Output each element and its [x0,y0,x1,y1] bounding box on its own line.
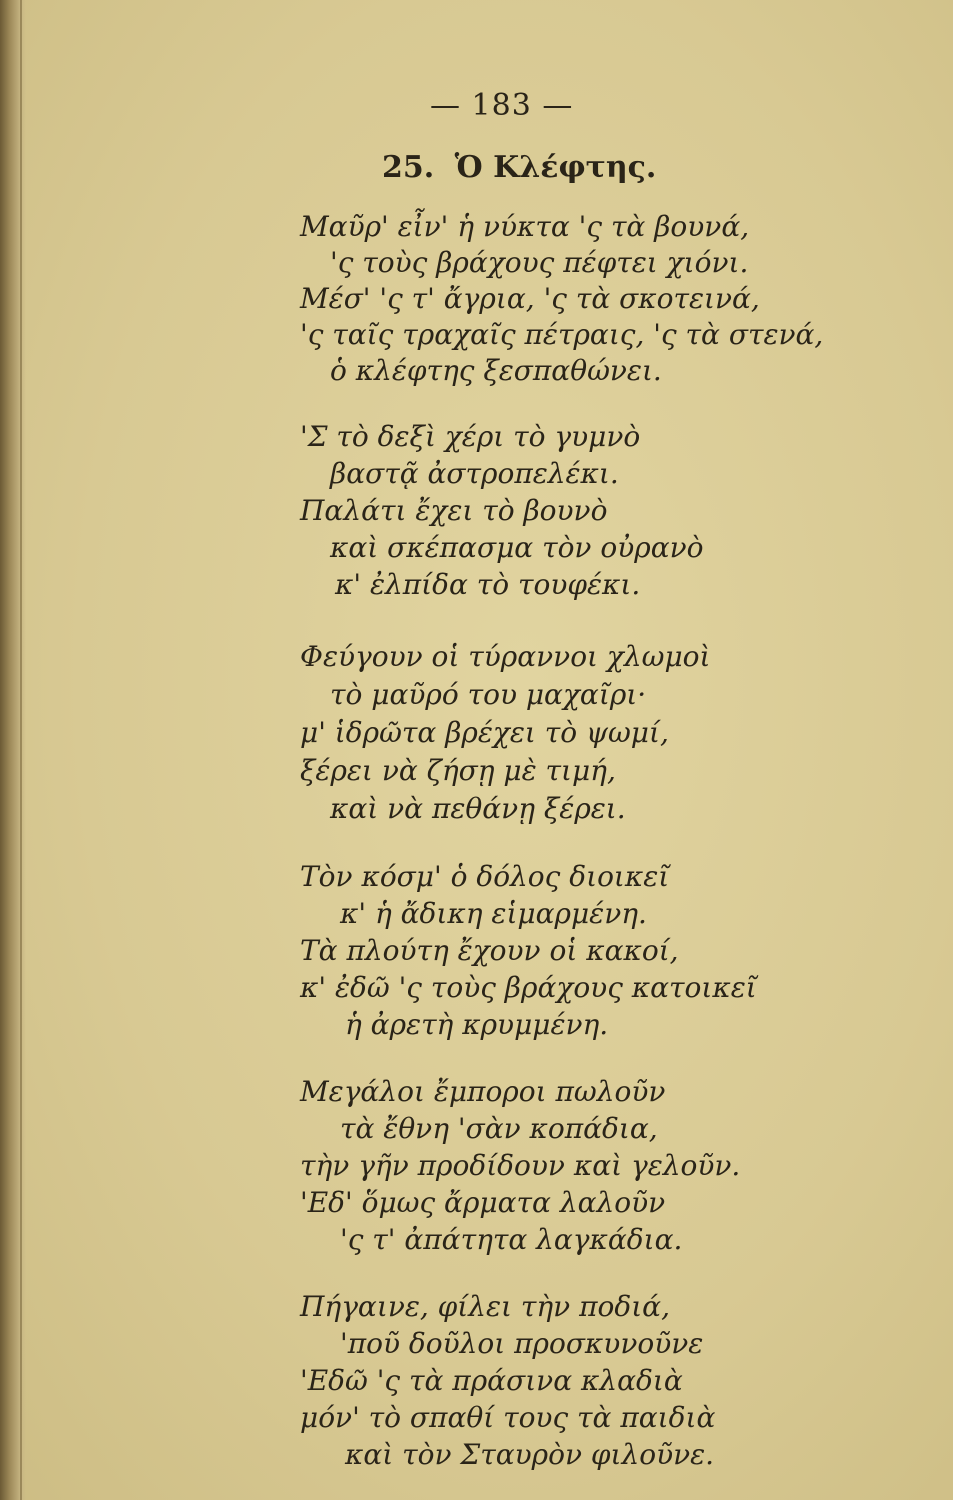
verse-line: μ' ἱδρῶτα βρέχει τὸ ψωμί, [300,716,669,749]
gutter-line [20,0,22,1500]
verse-line: Μαῦρ' εἶν' ἡ νύκτα 'ς τὰ βουνά, [300,210,750,243]
verse-line: καὶ νὰ πεθάνῃ ξέρει. [330,792,626,825]
verse-line: κ' ἐδῶ 'ς τοὺς βράχους κατοικεῖ [300,971,757,1004]
verse-line: Φεύγουν οἱ τύραννοι χλωμοὶ [300,640,711,673]
page-number: — 183 — [430,88,574,123]
verse-line: 'ς ταῖς τραχαῖς πέτραις, 'ς τὰ στενά, [300,318,824,351]
verse-line: τὴν γῆν προδίδουν καὶ γελοῦν. [300,1149,741,1182]
poem-title [382,150,656,185]
verse-line: 'ς τοὺς βράχους πέφτει χιόνι. [330,246,749,279]
verse-line: ὁ κλέφτης ξεσπαθώνει. [330,354,662,387]
verse-line: τὰ ἔθνη 'σὰν κοπάδια, [340,1112,658,1145]
verse-line: μόν' τὸ σπαθί τους τὰ παιδιὰ [300,1401,716,1434]
page-gutter [0,0,26,1500]
poem-number: 25. [382,150,435,185]
verse-line: κ' ἡ ἄδικη εἱμαρμένη. [340,897,647,930]
verse-line: καὶ σκέπασμα τὸν οὐρανὸ [330,531,704,564]
verse-line: 'Εδῶ 'ς τὰ πράσινα κλαδιὰ [300,1364,683,1397]
verse-line: 'ς τ' ἀπάτητα λαγκάδια. [340,1223,683,1256]
poem-title-text: Ὁ Κλέφτης. [454,150,657,185]
verse-line: τὸ μαῦρό του μαχαῖρι· [330,678,647,711]
verse-line: ξέρει νὰ ζήσῃ μὲ τιμή, [300,754,616,787]
verse-line: Μέσ' 'ς τ' ἄγρια, 'ς τὰ σκοτεινά, [300,282,760,315]
verse-line: βαστᾷ ἀστροπελέκι. [330,457,619,490]
verse-line: Τὰ πλούτη ἔχουν οἱ κακοί, [300,934,679,967]
verse-line: Τὸν κόσμ' ὁ δόλος διοικεῖ [300,860,670,893]
verse-line: κ' ἐλπίδα τὸ τουφέκι. [335,568,641,601]
verse-line: Μεγάλοι ἔμποροι πωλοῦν [300,1075,666,1108]
verse-line: Πήγαινε, φίλει τὴν ποδιά, [300,1290,670,1323]
verse-line: 'Εδ' ὅμως ἄρματα λαλοῦν [300,1186,666,1219]
verse-line: ἡ ἀρετὴ κρυμμένη. [345,1008,609,1041]
verse-line: 'Σ τὸ δεξὶ χέρι τὸ γυμνὸ [300,420,641,453]
verse-line: Παλάτι ἔχει τὸ βουνὸ [300,494,608,527]
verse-line: 'ποῦ δοῦλοι προσκυνοῦνε [340,1327,704,1360]
verse-line: καὶ τὸν Σταυρὸν φιλοῦνε. [345,1438,715,1471]
